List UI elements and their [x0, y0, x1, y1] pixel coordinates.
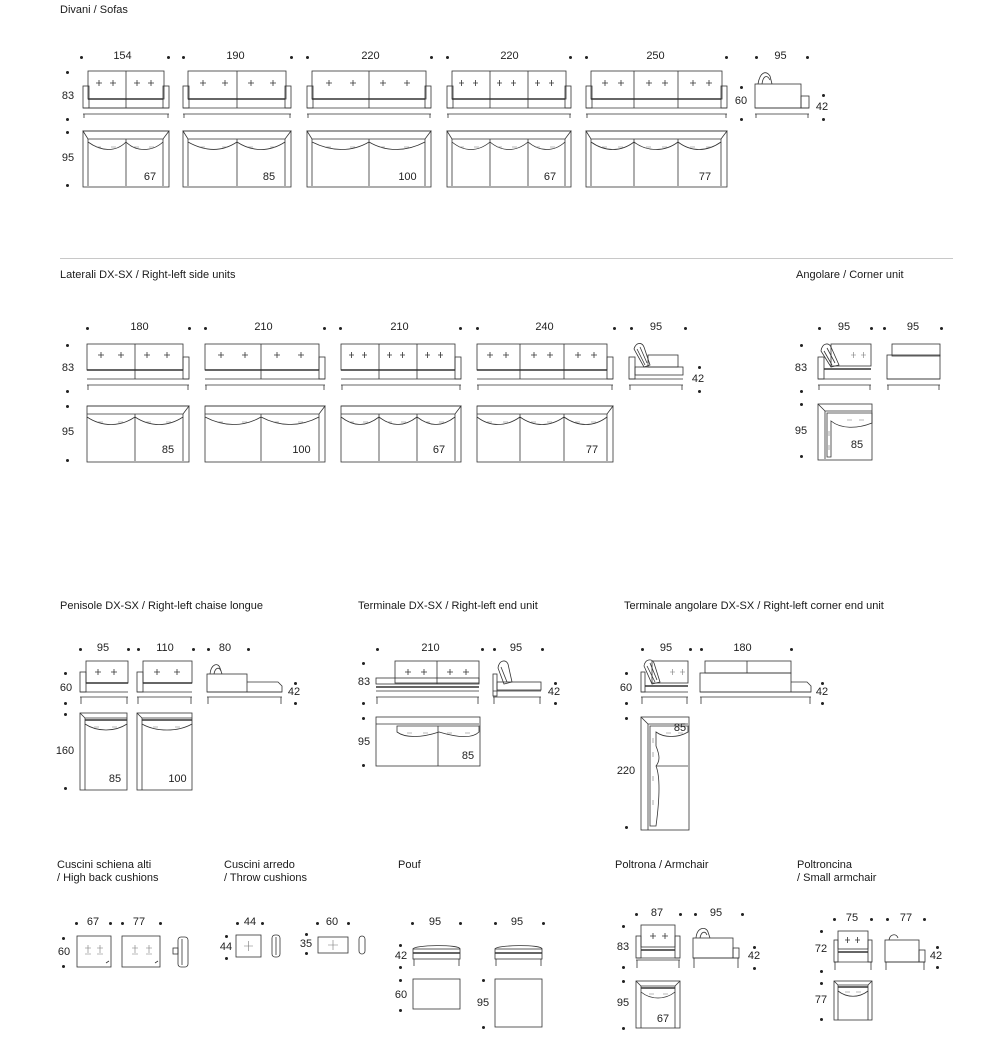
small-armchair-side-drawing — [884, 930, 928, 974]
dim-dot — [109, 922, 112, 925]
side-unit-180-front-drawing — [86, 343, 192, 391]
dim-dot — [641, 648, 644, 651]
dim-dot — [700, 648, 703, 651]
dim-dot — [585, 56, 588, 59]
section-title-high-back-2: / High back cushions — [57, 872, 159, 884]
dim-dot — [725, 56, 728, 59]
dim-depth-pouf-2: 95 — [476, 997, 490, 1009]
dim-seat-side-1: 85 — [161, 444, 175, 456]
dim-seat-side-4: 77 — [585, 444, 599, 456]
dim-dot — [64, 787, 67, 790]
section-divider — [60, 258, 953, 259]
dim-height-high-back: 60 — [57, 946, 71, 958]
dim-depth-pouf-1: 60 — [394, 989, 408, 1001]
dim-dot — [820, 970, 823, 973]
dim-dot — [66, 344, 69, 347]
dim-width-side-view: 95 — [649, 321, 663, 333]
dim-dot — [339, 327, 342, 330]
dim-dot — [64, 702, 67, 705]
dim-dot — [755, 56, 758, 59]
dim-dot — [883, 327, 886, 330]
dim-side-seat-corner-end: 42 — [815, 686, 829, 698]
dim-dot — [818, 327, 821, 330]
section-title-high-back-1: Cuscini schiena alti — [57, 859, 152, 871]
dim-width-sofa-side: 95 — [774, 50, 787, 62]
dim-dot — [689, 648, 692, 651]
dim-dot — [821, 702, 824, 705]
dim-dot — [870, 327, 873, 330]
dim-height-throw-2: 35 — [299, 938, 313, 950]
dim-seat-sofa-2: 85 — [262, 171, 276, 183]
dim-dot — [790, 648, 793, 651]
dim-dot — [66, 131, 69, 134]
dim-height-corner-end: 60 — [619, 682, 633, 694]
dim-dot — [192, 648, 195, 651]
dim-width-chaise-1: 95 — [96, 642, 110, 654]
dim-dot — [886, 918, 889, 921]
dim-dot — [541, 648, 544, 651]
dim-height-side: 83 — [61, 362, 75, 374]
dim-depth-sofa: 95 — [61, 152, 75, 164]
dim-seat-armchair: 67 — [656, 1013, 670, 1025]
dim-dot — [362, 702, 365, 705]
dim-seat-chaise-2: 100 — [168, 773, 187, 785]
sofa-190-front-drawing — [182, 70, 294, 118]
dim-dot — [698, 366, 701, 369]
dim-dot — [86, 327, 89, 330]
dim-width-sofa-4: 220 — [500, 50, 519, 62]
dim-seat-sofa-4: 67 — [543, 171, 557, 183]
dim-dot — [459, 922, 462, 925]
dim-width-pouf-2: 95 — [510, 916, 524, 928]
dim-dot — [137, 648, 140, 651]
dim-dot — [630, 327, 633, 330]
dim-dot — [833, 918, 836, 921]
dim-seat-end-unit: 85 — [461, 750, 475, 762]
dim-dot — [188, 327, 191, 330]
dim-dot — [622, 1027, 625, 1030]
corner-end-side-drawing — [699, 660, 813, 708]
dim-height-corner: 83 — [794, 362, 808, 374]
small-armchair-front-drawing — [833, 930, 875, 974]
section-title-side-units: Laterali DX-SX / Right-left side units — [60, 269, 236, 281]
dim-side-seat-armchair: 42 — [747, 950, 761, 962]
dim-width-sofa-3: 220 — [361, 50, 380, 62]
dim-dot — [753, 946, 756, 949]
dim-width-sofa-5: 250 — [646, 50, 665, 62]
sofa-154-front-drawing — [82, 70, 172, 118]
dim-depth-small-armchair: 77 — [814, 994, 828, 1006]
dim-dot — [261, 922, 264, 925]
dim-seat-side-2: 100 — [292, 444, 311, 456]
dim-width-chaise-side: 80 — [218, 642, 232, 654]
dim-side-seat-sofa: 42 — [815, 101, 829, 113]
armchair-front-drawing — [635, 924, 683, 970]
dim-width-high-back-2: 77 — [132, 916, 146, 928]
dim-dot — [66, 405, 69, 408]
dim-dot — [554, 682, 557, 685]
side-unit-210-3seat-front-drawing — [340, 343, 464, 391]
dim-dot — [940, 327, 943, 330]
dim-seat-sofa-3: 100 — [398, 171, 417, 183]
chaise-110-front-drawing — [136, 660, 194, 708]
dim-side-seat-small-armchair: 42 — [929, 950, 943, 962]
dim-dot — [625, 702, 628, 705]
dim-dot — [75, 922, 78, 925]
section-title-small-armchair-1: Poltroncina — [797, 859, 853, 871]
dim-dot — [294, 682, 297, 685]
dim-depth-corner-end: 220 — [616, 765, 636, 777]
dim-dot — [446, 56, 449, 59]
dim-height-chaise: 60 — [59, 682, 73, 694]
dim-dot — [66, 184, 69, 187]
dim-width-high-back-1: 67 — [86, 916, 100, 928]
dim-depth-end-unit: 95 — [357, 736, 371, 748]
dim-width-throw-1: 44 — [243, 916, 257, 928]
side-unit-210-front-drawing — [204, 343, 328, 391]
dim-width-corner-end: 95 — [659, 642, 673, 654]
dim-dot — [494, 922, 497, 925]
dim-dot — [936, 946, 939, 949]
dim-width-armchair-side: 95 — [709, 907, 723, 919]
dim-dot — [236, 922, 239, 925]
dim-width-small-armchair: 75 — [845, 912, 859, 924]
dim-dot — [399, 966, 402, 969]
dim-dot — [923, 918, 926, 921]
dim-width-armchair: 87 — [650, 907, 664, 919]
dim-width-small-armchair-side: 77 — [899, 912, 913, 924]
section-title-chaise: Penisole DX-SX / Right-left chaise longue — [60, 600, 263, 612]
side-unit-side-view-drawing — [628, 343, 688, 391]
sofa-250-front-drawing — [585, 70, 730, 118]
dim-height-armchair: 83 — [616, 941, 630, 953]
dim-dot — [225, 957, 228, 960]
dim-seat-corner: 85 — [850, 439, 864, 451]
dim-dot — [800, 344, 803, 347]
dim-dot — [800, 403, 803, 406]
dim-dot — [622, 980, 625, 983]
sofa-220-3seat-front-drawing — [446, 70, 574, 118]
dim-dot — [622, 925, 625, 928]
dim-dot — [399, 944, 402, 947]
dim-dot — [625, 672, 628, 675]
dim-dot — [66, 459, 69, 462]
dim-dot — [820, 982, 823, 985]
section-title-end-unit: Terminale DX-SX / Right-left end unit — [358, 600, 538, 612]
dim-dot — [182, 56, 185, 59]
dim-width-corner-end-side: 180 — [733, 642, 752, 654]
dim-width-side-3: 210 — [390, 321, 409, 333]
corner-end-front-drawing — [640, 660, 692, 708]
end-unit-front-drawing — [375, 660, 485, 708]
corner-unit-plan-drawing — [817, 403, 875, 461]
sofa-side-view-drawing — [752, 70, 812, 118]
dim-dot — [822, 118, 825, 121]
dim-dot — [121, 922, 124, 925]
dim-width-side-1: 180 — [130, 321, 149, 333]
sofa-220-front-drawing — [306, 70, 434, 118]
section-title-corner-end: Terminale angolare DX-SX / Right-left corner end unit — [624, 600, 884, 612]
dim-dot — [753, 967, 756, 970]
dim-dot — [347, 922, 350, 925]
dim-dot — [80, 56, 83, 59]
dim-dot — [936, 966, 939, 969]
dim-dot — [159, 922, 162, 925]
dim-dot — [822, 94, 825, 97]
dim-dot — [684, 327, 687, 330]
side-unit-240-front-drawing — [476, 343, 616, 391]
dim-dot — [376, 648, 379, 651]
dim-seat-corner-end: 85 — [673, 722, 687, 734]
dim-side-seat-side-units: 42 — [691, 373, 705, 385]
dim-side-seat-chaise: 42 — [287, 686, 301, 698]
end-unit-side-drawing — [492, 660, 544, 708]
dim-dot — [225, 935, 228, 938]
section-title-small-armchair-2: / Small armchair — [797, 872, 877, 884]
dim-dot — [800, 390, 803, 393]
dim-seat-chaise-1: 85 — [108, 773, 122, 785]
dim-seat-sofa-1: 67 — [143, 171, 157, 183]
dim-dot — [741, 913, 744, 916]
dim-dot — [622, 966, 625, 969]
dim-dot — [820, 930, 823, 933]
dim-dot — [362, 764, 365, 767]
dim-dot — [821, 682, 824, 685]
dim-dot — [204, 327, 207, 330]
dim-dot — [316, 922, 319, 925]
dim-side-seat-end-unit: 42 — [547, 686, 561, 698]
dim-dot — [290, 56, 293, 59]
dim-dot — [294, 702, 297, 705]
dim-dot — [870, 918, 873, 921]
dim-seat-side-3: 67 — [432, 444, 446, 456]
dim-dot — [625, 826, 628, 829]
dim-dot — [66, 118, 69, 121]
dim-dot — [542, 922, 545, 925]
dim-dot — [79, 648, 82, 651]
dim-dot — [207, 648, 210, 651]
section-title-sofas: Divani / Sofas — [60, 4, 128, 16]
pouf-plan-drawings — [412, 978, 547, 1030]
dim-width-side-2: 210 — [254, 321, 273, 333]
dim-dot — [679, 913, 682, 916]
corner-unit-side-drawing — [886, 343, 944, 391]
dim-dot — [411, 922, 414, 925]
dim-dot — [399, 979, 402, 982]
dim-dot — [635, 913, 638, 916]
dim-width-corner-front: 95 — [837, 321, 851, 333]
dim-width-side-4: 240 — [535, 321, 554, 333]
dim-dot — [399, 1009, 402, 1012]
dim-dot — [613, 327, 616, 330]
dim-dot — [62, 937, 65, 940]
dim-dot — [362, 662, 365, 665]
dim-height-small-armchair: 72 — [814, 943, 828, 955]
dim-width-corner-side: 95 — [906, 321, 920, 333]
dim-width-sofa-2: 190 — [226, 50, 245, 62]
dim-dot — [66, 71, 69, 74]
dim-dot — [694, 913, 697, 916]
dim-dot — [800, 455, 803, 458]
dim-height-sofa: 83 — [61, 90, 75, 102]
dim-dot — [740, 118, 743, 121]
dim-height-throw-1: 44 — [219, 941, 233, 953]
dim-dot — [476, 327, 479, 330]
dim-dot — [554, 702, 557, 705]
dim-depth-chaise: 160 — [55, 745, 75, 757]
dim-dot — [247, 648, 250, 651]
dim-dot — [698, 390, 701, 393]
dim-dot — [493, 648, 496, 651]
throw-cushions-drawing — [235, 933, 375, 963]
dim-dot — [62, 965, 65, 968]
pouf-front-drawings — [412, 944, 547, 974]
dim-depth-armchair: 95 — [616, 997, 630, 1009]
dim-dot — [127, 648, 130, 651]
dim-width-chaise-2: 110 — [156, 642, 174, 654]
dim-dot — [806, 56, 809, 59]
dim-dot — [64, 713, 67, 716]
dim-width-throw-2: 60 — [325, 916, 339, 928]
section-title-throw-1: Cuscini arredo — [224, 859, 295, 871]
section-title-pouf: Pouf — [398, 859, 421, 871]
dim-depth-side: 95 — [61, 426, 75, 438]
dim-width-sofa-1: 154 — [113, 50, 132, 62]
dim-width-pouf-1: 95 — [428, 916, 442, 928]
dim-height-end-unit: 83 — [357, 676, 371, 688]
dim-dot — [306, 56, 309, 59]
dim-dot — [820, 1018, 823, 1021]
dim-dot — [569, 56, 572, 59]
dim-dot — [362, 717, 365, 720]
dim-dot — [625, 717, 628, 720]
chaise-side-view-drawing — [206, 660, 286, 708]
dim-dot — [459, 327, 462, 330]
dim-dot — [64, 672, 67, 675]
section-title-corner: Angolare / Corner unit — [796, 269, 904, 281]
dim-seat-sofa-5: 77 — [698, 171, 712, 183]
high-back-cushions-drawing — [76, 935, 200, 969]
dim-width-end-unit: 210 — [421, 642, 440, 654]
dim-dot — [481, 648, 484, 651]
dim-dot — [167, 56, 170, 59]
dim-depth-corner: 95 — [794, 425, 808, 437]
section-title-armchair: Poltrona / Armchair — [615, 859, 709, 871]
chaise-95-front-drawing — [79, 660, 129, 708]
armchair-side-drawing — [692, 924, 744, 970]
dim-width-end-side: 95 — [509, 642, 523, 654]
dim-dot — [430, 56, 433, 59]
dim-dot — [740, 86, 743, 89]
dim-side-height-sofa: 60 — [734, 95, 748, 107]
dim-height-pouf: 42 — [394, 950, 408, 962]
dim-dot — [323, 327, 326, 330]
small-armchair-plan-drawing — [833, 980, 875, 1022]
section-title-throw-2: / Throw cushions — [224, 872, 307, 884]
dim-dot — [66, 390, 69, 393]
corner-unit-front-drawing — [817, 343, 875, 391]
